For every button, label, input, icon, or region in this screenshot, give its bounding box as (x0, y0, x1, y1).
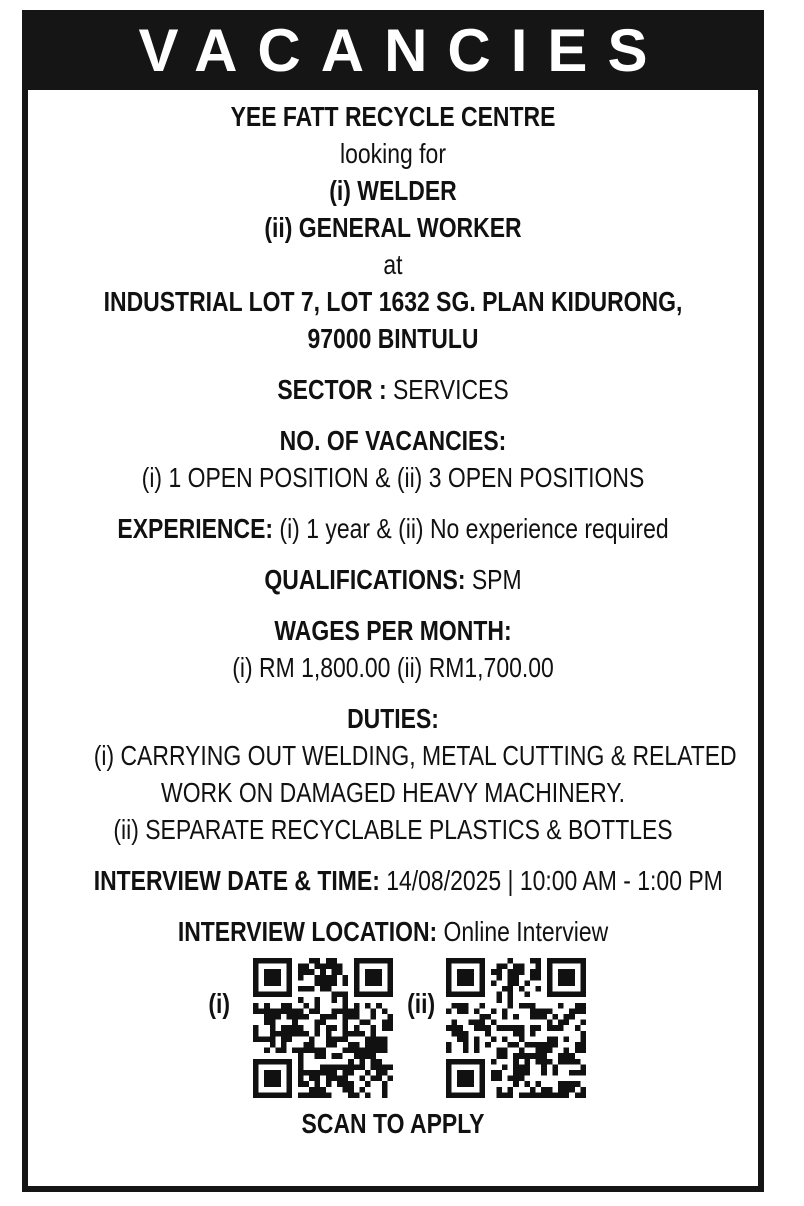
looking-for-text: looking for (340, 138, 446, 169)
address-line-1: INDUSTRIAL LOT 7, LOT 1632 SG. PLAN KIDURONG, (103, 286, 683, 317)
address-line-2: 97000 BINTULU (307, 323, 479, 354)
duties-line-3: (ii) SEPARATE RECYCLABLE PLASTICS & BOTTLES (113, 814, 673, 845)
interview-location-label: INTERVIEW LOCATION: (177, 916, 438, 947)
duties-line-1: (i) CARRYING OUT WELDING, METAL CUTTING & RELATED (93, 740, 737, 771)
interview-datetime-label: INTERVIEW DATE & TIME: (93, 865, 380, 896)
experience-row (94, 510, 693, 547)
sector-label: SECTOR : (277, 374, 387, 405)
qr-codes-row (28, 958, 758, 1108)
banner-title: VACANCIES (138, 16, 668, 84)
position-welder: (i) WELDER (329, 175, 457, 206)
qr-label-ii: (ii) (407, 988, 436, 1019)
qualifications-row (94, 561, 693, 598)
duties-line-2: WORK ON DAMAGED HEAVY MACHINERY. (161, 777, 625, 808)
scan-to-apply: SCAN TO APPLY (301, 1108, 485, 1139)
qr-label-i: (i) (208, 988, 231, 1019)
duties-label: DUTIES: (347, 703, 439, 734)
company-name: YEE FATT RECYCLE CENTRE (230, 101, 556, 132)
wages-value: (i) RM 1,800.00 (ii) RM1,700.00 (232, 652, 554, 683)
interview-datetime-value: 14/08/2025 | 10:00 AM - 1:00 PM (386, 865, 723, 896)
qualifications-value: SPM (471, 564, 522, 595)
at-text: at (383, 249, 403, 280)
interview-location-value: Online Interview (443, 916, 609, 947)
qualifications-label: QUALIFICATIONS: (264, 564, 466, 595)
vacancies-value: (i) 1 OPEN POSITION & (ii) 3 OPEN POSITIONS (141, 462, 645, 493)
wages-label: WAGES PER MONTH: (274, 615, 512, 646)
qr-code-icon[interactable] (253, 958, 393, 1098)
qr-code-icon[interactable] (446, 958, 586, 1098)
vacancies-label: NO. OF VACANCIES: (279, 425, 507, 456)
experience-label: EXPERIENCE: (117, 513, 274, 544)
sector-value: SERVICES (392, 374, 509, 405)
experience-value: (i) 1 year & (ii) No experience required (279, 513, 669, 544)
sector-row (94, 371, 693, 408)
interview-location-row (94, 913, 693, 950)
poster-content (28, 98, 758, 1140)
position-general-worker: (ii) GENERAL WORKER (264, 212, 522, 243)
interview-datetime-row (93, 862, 723, 899)
